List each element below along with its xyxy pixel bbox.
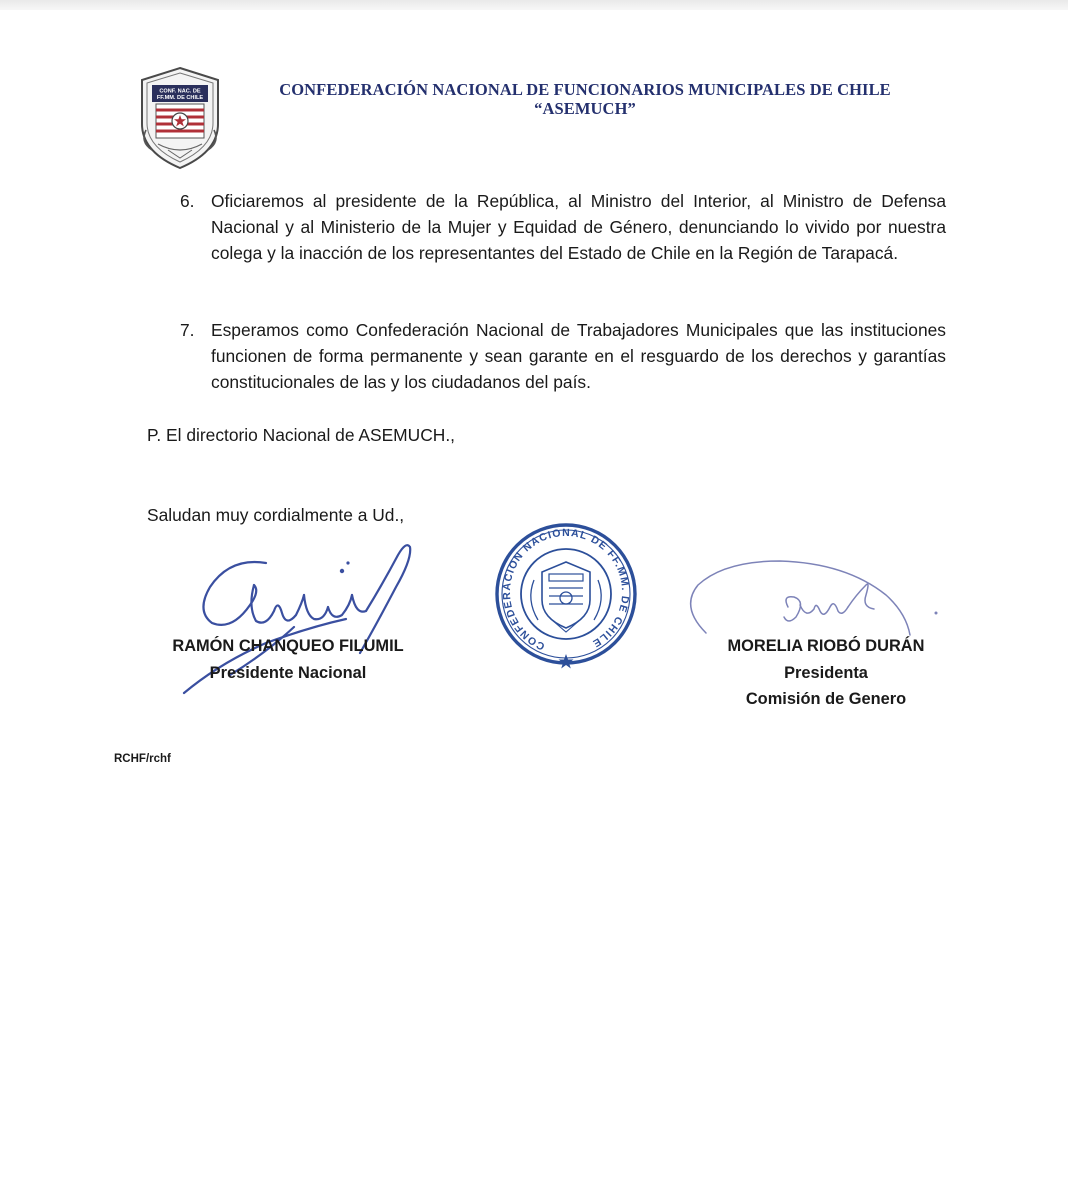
- list-item-number: 7.: [180, 320, 195, 340]
- official-seal-stamp: [492, 520, 640, 672]
- signer-block-gender-commission: [676, 633, 976, 713]
- asemuch-crest-logo: [138, 66, 222, 170]
- logo-text-line-1: CONF. NAC. DE: [159, 88, 201, 95]
- organization-acronym: “ASEMUCH”: [534, 99, 636, 118]
- list-item-7: [180, 317, 946, 395]
- signer-name: RAMÓN CHANQUEO FILUMIL: [172, 637, 404, 655]
- svg-text:CONFEDERACION NACIONAL DE FF.M: [501, 527, 631, 652]
- signer-subtitle: Comisión de Genero: [745, 690, 907, 708]
- signer-title: Presidente Nacional: [209, 663, 367, 682]
- seal-ring-text: CONFEDERACION NACIONAL DE FF.MM. DE CHILE: [500, 526, 632, 653]
- list-item-6: [180, 188, 946, 266]
- organization-name: CONFEDERACIÓN NACIONAL DE FUNCIONARIOS MUNICIPALES DE CHILE: [279, 80, 891, 99]
- closing-salutation: Saludan muy cordialmente a Ud.,: [147, 505, 405, 525]
- logo-text-line-2: FF.MM. DE CHILE: [156, 95, 204, 101]
- signer-title: Presidenta: [784, 663, 868, 682]
- viewer-top-strip: [0, 0, 1068, 10]
- list-item-text: Oficiaremos al presidente de la República, al Ministro del Interior, al Ministro de Defensa Nacional y al Ministerio de la Mujer y Equidad de Género, denunciando lo vivido por nuestra colega y la inacción de los representantes del Estado de Chile en la Región de Tarapacá.: [211, 191, 946, 263]
- list-item-text: Esperamos como Confederación Nacional de Trabajadores Municipales que las instituciones funcionen de forma permanente y sean garante en el resguardo de los derechos y garantías constitucionales de las y los ciudadanos del país.: [211, 320, 946, 392]
- closing-directorio: P. El directorio Nacional de ASEMUCH.,: [147, 425, 456, 445]
- letterhead-title: [230, 80, 940, 118]
- list-item-number: 6.: [180, 191, 195, 211]
- signer-name: MORELIA RIOBÓ DURÁN: [727, 637, 925, 655]
- document-reference-initials: RCHF/rchf: [114, 753, 171, 765]
- signer-block-president: [130, 633, 446, 686]
